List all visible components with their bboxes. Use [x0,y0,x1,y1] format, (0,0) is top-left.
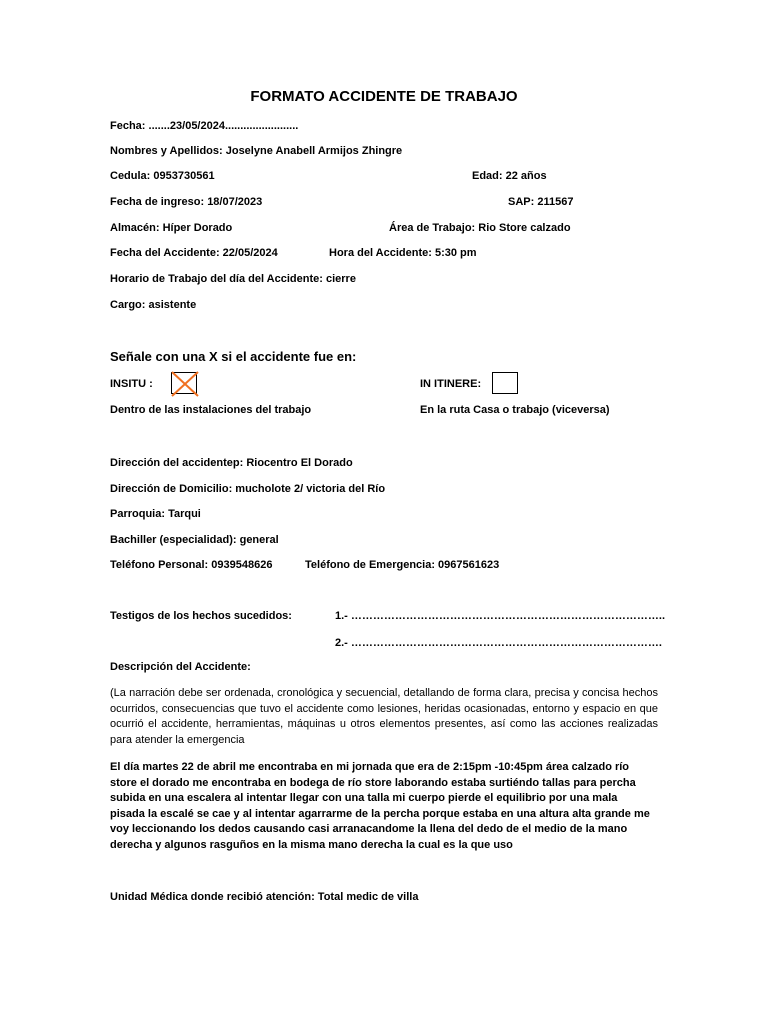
descripcion-instructions: (La narración debe ser ordenada, cronológica y secuencial, detallando de forma clara, precisa y concisa hechos ocurridos, consecuencias que tuvo el accidente como lesiones, heridas ocasionadas, entorno y espacio en que ocurrió el accidente, herramientas, máquinas u otros elementos presentes, así como las acciones realizadas para atender la emergencia [110,687,658,746]
edad-field: Edad: 22 años [472,170,547,182]
insitu-description: Dentro de las instalaciones del trabajo [110,404,312,416]
descripcion-narrative: El día martes 22 de abril me encontraba en mi jornada que era de 2:15pm -10:45pm área calzado río store el dorado me encontraba en bodega de río store laborando estaba surtiéndo tallas para percha subida en una escalera al intentar llegar con una talla mi cuerpo pierde el equilibrio por una mala pisada la escalé se cae y al intentar agarrarme de la percha porque estaba en una altura alta grande me voy leccionando los dedos causando casi arranacandome la llena del dedo de el medio de la mano derecha y algunos rasguños en la misma mano derecha la cual es la que uso [110,761,650,851]
insitu-label: INSITU : [110,378,153,390]
nombres-field: Nombres y Apellidos: Joselyne Anabell Armijos Zhingre [110,145,403,157]
almacen-field: Almacén: Híper Dorado [110,222,233,234]
sap-field: SAP: 211567 [508,196,574,208]
direccion-domicilio-field: Dirección de Domicilio: mucholote 2/ victoria del Río [110,483,386,495]
insitu-checkbox[interactable] [171,372,197,394]
cedula-field: Cedula: 0953730561 [110,170,215,182]
bachiller-field: Bachiller (especialidad): general [110,534,279,546]
direccion-accidente-field: Dirección del accidentep: Riocentro El Dorado [110,457,353,469]
x-mark-icon [169,369,201,399]
parroquia-field: Parroquia: Tarqui [110,508,201,520]
itinere-label: IN ITINERE: [420,378,482,390]
descripcion-heading: Descripción del Accidente: [110,661,251,673]
telefono-personal-field: Teléfono Personal: 0939548626 [110,559,273,571]
itinere-description: En la ruta Casa o trabajo (viceversa) [420,404,610,416]
fecha-ingreso-field: Fecha de ingreso: 18/07/2023 [110,196,263,208]
area-trabajo-field: Área de Trabajo: Rio Store calzado [389,222,571,234]
cargo-field: Cargo: asistente [110,299,197,311]
testigos-label: Testigos de los hechos sucedidos: [110,610,292,622]
hora-accidente-field: Hora del Accidente: 5:30 pm [329,247,477,259]
unidad-medica-field: Unidad Médica donde recibió atención: Total medic de villa [110,891,419,903]
location-heading: Señale con una X si el accidente fue en: [110,349,357,364]
testigo-line-2: 2.- …………………………………………………………………………. [335,637,662,649]
telefono-emergencia-field: Teléfono de Emergencia: 0967561623 [305,559,500,571]
fecha-accidente-field: Fecha del Accidente: 22/05/2024 [110,247,278,259]
fecha-field: Fecha: .......23/05/2024........................ [110,120,299,132]
horario-field: Horario de Trabajo del día del Accidente: cierre [110,273,356,285]
itinere-checkbox[interactable] [492,372,518,394]
form-title: FORMATO ACCIDENTE DE TRABAJO [250,88,518,105]
testigo-line-1: 1.- ………………………………………………………………………….. [335,610,666,622]
